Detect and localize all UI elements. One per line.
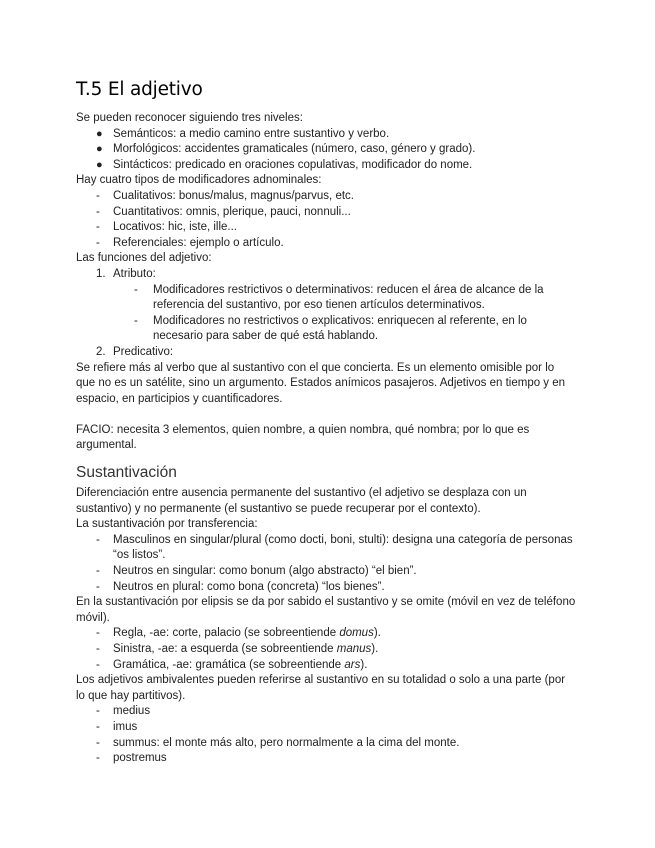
list-item: - postremus <box>76 751 576 767</box>
section-heading-sustantivacion: Sustantivación <box>76 464 177 482</box>
dash-marker: - <box>96 705 100 718</box>
dash-marker: - <box>96 643 100 655</box>
list-item: - Regla, -ae: corte, palacio (se sobreentiende domus). <box>76 626 576 642</box>
blank-line <box>76 407 576 423</box>
dash-marker: - <box>96 736 100 749</box>
dash-marker: - <box>96 627 100 640</box>
transfer-intro: La sustantivación por transferencia: <box>76 518 258 531</box>
dash-marker: - <box>96 720 100 733</box>
functions-intro: Las funciones del adjetivo: <box>76 252 212 265</box>
dash-marker: - <box>96 236 100 249</box>
list-item: - Sinistra, -ae: a esquerda (se sobreentiende manus). <box>76 642 576 658</box>
list-item: - medius <box>76 704 576 720</box>
dash-marker: - <box>96 658 100 671</box>
list-item: - Modificadores restrictivos o determinativos: reducen el área de alcance de la referencia del sustantivo, por eso tienen artículos determinativos. <box>134 283 544 312</box>
ambivalent-intro: Los adjetivos ambivalentes pueden referirse al sustantivo en su totalidad o solo a una parte (por lo que hay partitivos). <box>76 674 566 702</box>
number-marker: 1. <box>96 267 106 280</box>
list-item: - Cualitativos: bonus/malus, magnus/parvus, etc. <box>76 189 576 205</box>
list-item: - summus: el monte más alto, pero normalmente a la cima del monte. <box>76 736 576 752</box>
list-item-predicativo: 2. Predicativo: <box>76 345 576 361</box>
ambivalent-list <box>76 704 576 766</box>
dash-marker: - <box>96 565 100 578</box>
levels-intro: Se pueden reconocer siguiendo tres niveles: <box>76 112 303 124</box>
dash-marker: - <box>96 205 100 218</box>
levels-list <box>76 127 576 174</box>
list-item: ● Morfológicos: accidentes gramaticales (número, caso, género y grado). <box>76 142 576 158</box>
list-item: ● Semánticos: a medio camino entre sustantivo y verbo. <box>76 127 576 143</box>
list-item: - Gramática, -ae: gramática (se sobreentiende ars). <box>76 658 576 674</box>
dash-marker: - <box>96 221 100 234</box>
dash-marker: - <box>134 314 138 327</box>
list-item: - Referenciales: ejemplo o artículo. <box>76 236 576 252</box>
functions-list <box>76 267 576 361</box>
dash-marker: - <box>96 189 100 202</box>
dash-marker: - <box>96 752 100 765</box>
bullet-marker: ● <box>96 143 103 156</box>
bullet-marker: ● <box>96 127 103 140</box>
dash-marker: - <box>134 283 138 296</box>
transfer-list <box>76 533 576 595</box>
list-item: - Modificadores no restrictivos o explicativos: enriquecen al referente, en lo necesario para saber de qué está hablando. <box>134 314 527 343</box>
sustantivacion-intro: Diferenciación entre ausencia permanente del sustantivo (el adjetivo se desplaza con un sustantivo) y no permanente (el sustantivo se puede recuperar por el contexto). <box>76 487 527 515</box>
types-list <box>76 189 576 251</box>
list-item: - Neutros en singular: como bonum (algo abstracto) “el bien”. <box>76 564 576 580</box>
list-item: - Masculinos en singular/plural (como docti, boni, stulti): designa una categoría de personas “os listos”. <box>96 533 573 562</box>
types-intro: Hay cuatro tipos de modificadores adnominales: <box>76 174 322 187</box>
facio-paragraph: FACIO: necesita 3 elementos, quien nombre, a quien nombra, qué nombra; por lo que es argumental. <box>76 423 530 452</box>
list-item: - Locativos: hic, iste, ille... <box>76 220 576 236</box>
ellipsis-intro: En la sustantivación por elipsis se da por sabido el sustantivo y se omite (móvil en vez de teléfono móvil). <box>76 596 576 624</box>
list-item-atributo: 1. Atributo: <box>76 267 576 283</box>
number-marker: 2. <box>96 345 106 358</box>
bullet-marker: ● <box>96 158 103 171</box>
list-item: - Neutros en plural: como bona (concreta) “los bienes”. <box>76 580 576 596</box>
predicativo-paragraph: Se refiere más al verbo que al sustantivo con el que concierta. Es un elemento omisible por lo que no es un satélite, sino un argumento. Estados anímicos pasajeros. Adjetivos en tiempo y en espacio, en participios y cuantificadores. <box>76 361 566 405</box>
dash-marker: - <box>96 580 100 593</box>
dash-marker: - <box>96 533 100 546</box>
document-page <box>76 78 576 767</box>
ellipsis-list <box>76 626 576 673</box>
page-title: T.5 El adjetivo <box>76 79 203 100</box>
list-item: ● Sintácticos: predicado en oraciones copulativas, modificador do nome. <box>76 158 576 174</box>
list-item: - Cuantitativos: omnis, plerique, pauci, nonnuli... <box>76 205 576 221</box>
list-item: - imus <box>76 720 576 736</box>
